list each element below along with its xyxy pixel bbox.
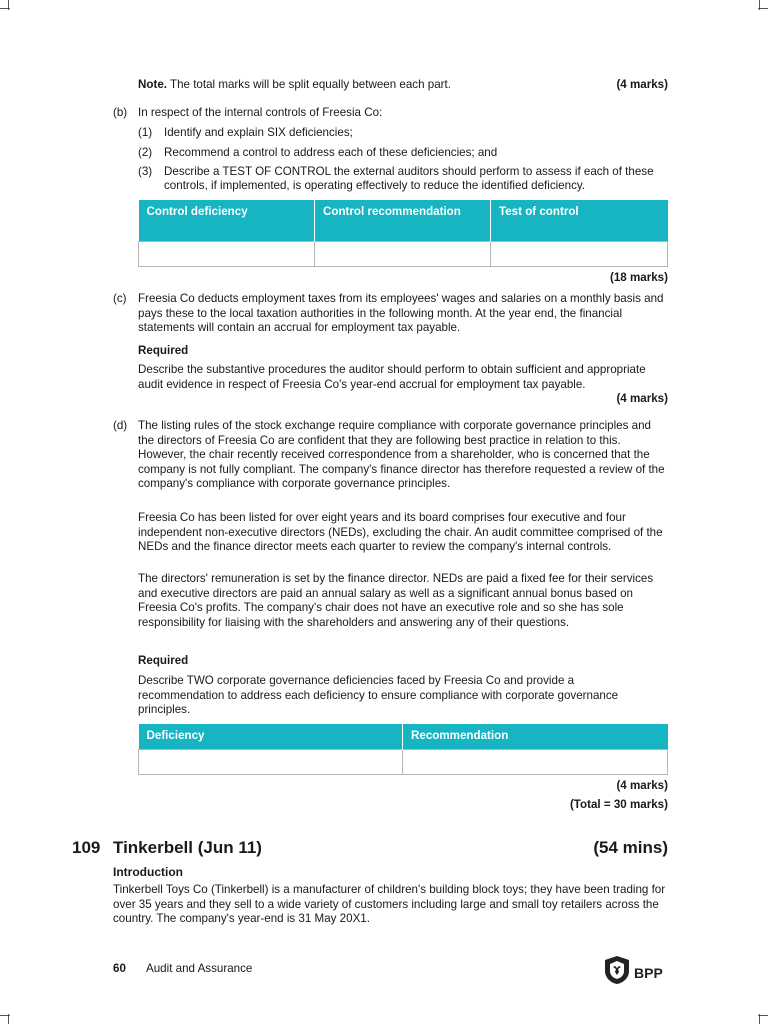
table-cell[interactable] bbox=[139, 242, 315, 267]
part-b-item-3-num: (3) bbox=[138, 165, 153, 178]
part-b-item-1-text: Identify and explain SIX deficiencies; bbox=[164, 126, 353, 139]
table-header-cell: Control deficiency bbox=[139, 200, 315, 242]
part-d-required-label: Required bbox=[138, 654, 189, 667]
part-a-marks: (4 marks) bbox=[616, 78, 668, 91]
part-a-note bbox=[138, 78, 668, 92]
part-d-required-text: Describe TWO corporate governance deficiencies faced by Freesia Co and provide a recommendation to address each deficiency to ensure compliance with corporate governance principles. bbox=[138, 674, 619, 717]
part-c-required-text: Describe the substantive procedures the auditor should perform to obtain sufficient and appropriate audit evidence in respect of Freesia Co's year-end accrual for employment tax payable. bbox=[138, 363, 646, 391]
question-total-marks: (Total = 30 marks) bbox=[569, 798, 668, 811]
table-header-cell: Recommendation bbox=[403, 724, 668, 750]
part-b-item-3-text: Describe a TEST OF CONTROL the external auditors should perform to assess if each of these controls, if implemented, is operating effectively to reduce the identified deficiency. bbox=[164, 165, 654, 192]
part-c-text: Freesia Co deducts employment taxes from its employees' wages and salaries on a monthly basis and pays these to the local taxation authorities in the following month. At the year end, the financial statements will contain an accrual for employment tax payable. bbox=[138, 292, 664, 335]
table-cell[interactable] bbox=[403, 750, 668, 775]
table-header-cell: Control recommendation bbox=[315, 200, 491, 242]
part-d-marks: (4 marks) bbox=[616, 779, 668, 792]
book-title: Audit and Assurance bbox=[146, 962, 253, 975]
part-b-answer-table bbox=[138, 200, 668, 267]
crop-mark bbox=[0, 8, 10, 9]
part-b-intro: In respect of the internal controls of Freesia Co: bbox=[138, 106, 383, 119]
bpp-lion-logo-icon bbox=[603, 955, 631, 990]
table-header-cell: Deficiency bbox=[139, 724, 403, 750]
crop-mark bbox=[758, 1015, 768, 1016]
crop-mark bbox=[0, 1015, 10, 1016]
table-cell[interactable] bbox=[315, 242, 491, 267]
table-row bbox=[139, 750, 668, 775]
bpp-logo bbox=[603, 955, 663, 990]
introduction-heading: Introduction bbox=[113, 865, 183, 879]
part-b-marks: (18 marks) bbox=[609, 271, 668, 284]
crop-mark bbox=[758, 8, 768, 9]
logo-text: BPP bbox=[634, 964, 663, 981]
introduction-text: Tinkerbell Toys Co (Tinkerbell) is a manufacturer of children's building block toys; they have been trading for over 35 years and they sell to a wide variety of customers including large and small toy retailers across the country. The company's year-end is 31 May 20X1. bbox=[113, 883, 666, 926]
part-b-item-2-text: Recommend a control to address each of these deficiencies; and bbox=[164, 146, 498, 159]
part-d-label: (d) bbox=[113, 419, 128, 432]
question-number: 109 bbox=[72, 838, 101, 857]
table-cell[interactable] bbox=[139, 750, 403, 775]
part-b-label: (b) bbox=[113, 106, 128, 119]
part-d-paragraph-2: Freesia Co has been listed for over eight years and its board comprises four executive and four independent non-executive directors (NEDs), excluding the chair. An audit committee comprised of the NEDs and the finance director meets each quarter to review the company's internal controls. bbox=[138, 511, 663, 554]
table-header-cell: Test of control bbox=[491, 200, 668, 242]
table-header-row bbox=[139, 200, 668, 242]
part-c-required-label: Required bbox=[138, 344, 189, 357]
part-c-label: (c) bbox=[113, 292, 127, 305]
question-title: Tinkerbell (Jun 11) bbox=[113, 838, 262, 857]
part-d-paragraph-1: The listing rules of the stock exchange require compliance with corporate governance principles and the directors of Freesia Co are confident that they are following best practice in relation to this. However, the chair recently received correspondence from a shareholder, who is concerned that the company is not fully compliant. The company's finance director has therefore requested a review of the company's compliance with corporate governance principles. bbox=[138, 419, 665, 491]
part-b-item-2-num: (2) bbox=[138, 146, 153, 159]
table-cell[interactable] bbox=[491, 242, 668, 267]
part-d-answer-table bbox=[138, 724, 668, 775]
part-b-item-1-num: (1) bbox=[138, 126, 153, 139]
note-text: The total marks will be split equally between each part. bbox=[166, 78, 451, 91]
table-header-row bbox=[139, 724, 668, 750]
note-label: Note. bbox=[138, 78, 167, 91]
part-c-marks: (4 marks) bbox=[616, 392, 668, 405]
table-row bbox=[139, 242, 668, 267]
question-time: (54 mins) bbox=[593, 838, 668, 857]
part-d-paragraph-3: The directors' remuneration is set by the finance director. NEDs are paid a fixed fee for their services and executive directors are paid an annual salary as well as a significant annual bonus based on Freesia Co's profits. The company's chair does not have an executive role and so she has sole responsibility for liaising with the shareholders and answering any of their questions. bbox=[138, 572, 654, 629]
page-number: 60 bbox=[113, 962, 126, 975]
